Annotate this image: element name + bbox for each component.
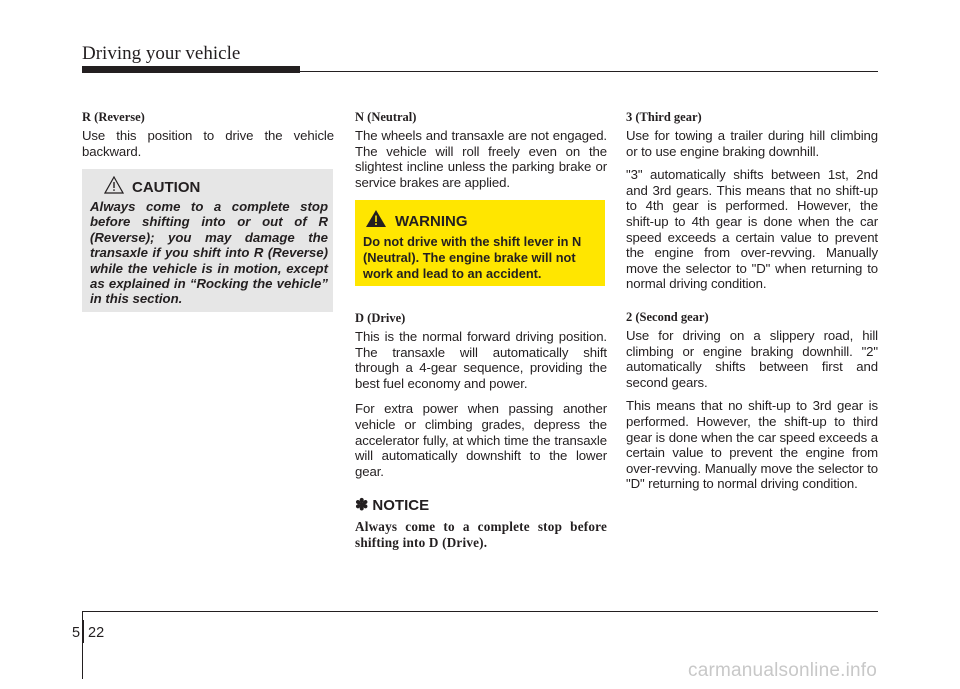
caution-box (82, 169, 333, 312)
watermark: carmanualsonline.info (688, 660, 878, 681)
warning-text: Do not drive with the shift lever in N (Neutral). The engine brake will not work and lead to an accident. (363, 234, 582, 281)
notice-title: NOTICE (372, 496, 430, 514)
warning-box (355, 200, 605, 286)
drive-text-2: For extra power when passing another vehicle or climbing grades, depress the accelerator fully, at which time the transaxle will automatically downshift to the lower gear. (355, 401, 607, 479)
header-rule (300, 71, 878, 72)
header-bar (82, 66, 300, 73)
caution-title: CAUTION (132, 179, 201, 196)
reverse-heading: R (Reverse) (82, 110, 145, 124)
third-gear-text-1: Use for towing a trailer during hill climbing or to use engine braking downhill. (626, 128, 878, 159)
third-gear-text-2: "3" automatically shifts between 1st, 2nd and 3rd gears. This means that no shift-up to 4th gear is performed. However, the shift-up to 4th gear is done when the car speed exceeds a certain value to prevent the engine from over-revving. Manually move the selector to "D" when returning to normal driving condition. (626, 167, 878, 292)
second-gear-text-2: This means that no shift-up to 3rd gear is performed. However, the shift-up to third gear is done when the car speed exceeds a certain value to prevent the engine from over-revving. Manually move the selector to "D" returning to normal driving condition. (626, 398, 878, 492)
warning-header (365, 209, 468, 233)
notice-asterisk-icon: ✽ (355, 497, 369, 515)
page-number-divider (83, 620, 84, 643)
page-header-title: Driving your vehicle (82, 43, 241, 64)
column-2 (355, 110, 607, 198)
caution-triangle-icon (104, 176, 124, 199)
neutral-text: The wheels and transaxle are not engaged. The vehicle will roll freely even on the slightest incline unless the parking brake or service brakes are applied. (355, 128, 607, 190)
second-gear-text-1: Use for driving on a slippery road, hill climbing or engine braking downhill. "2" automatically shifts between first and second gears. (626, 327, 878, 390)
caution-text: Always come to a complete stop before shifting into or out of R (Reverse); you may damage the transaxle if you shift into R (Reverse) while the vehicle is in motion, except as explained in “Rocking the vehicle” in this section. (90, 199, 328, 307)
column-1 (82, 110, 334, 167)
third-gear-heading: 3 (Third gear) (626, 110, 702, 124)
drive-text-1: This is the normal forward driving position. The transaxle will automatically shift through a 4-gear sequence, providing the best fuel economy and power. (355, 329, 607, 391)
notice-text: Always come to a complete stop before shifting into D (Drive). (355, 519, 607, 551)
chapter-number: 5 (72, 625, 81, 641)
reverse-text: Use this position to drive the vehicle backward. (82, 128, 334, 159)
warning-title: WARNING (395, 212, 468, 230)
warning-triangle-icon (365, 209, 387, 233)
column-3 (626, 110, 878, 500)
caution-header (104, 176, 200, 199)
footer-rule (82, 611, 878, 612)
second-gear-heading: 2 (Second gear) (626, 309, 709, 324)
column-2-lower (355, 311, 607, 551)
drive-heading: D (Drive) (355, 311, 406, 325)
notice-header (355, 495, 607, 515)
neutral-heading: N (Neutral) (355, 110, 417, 124)
page-number: 22 (88, 625, 105, 641)
